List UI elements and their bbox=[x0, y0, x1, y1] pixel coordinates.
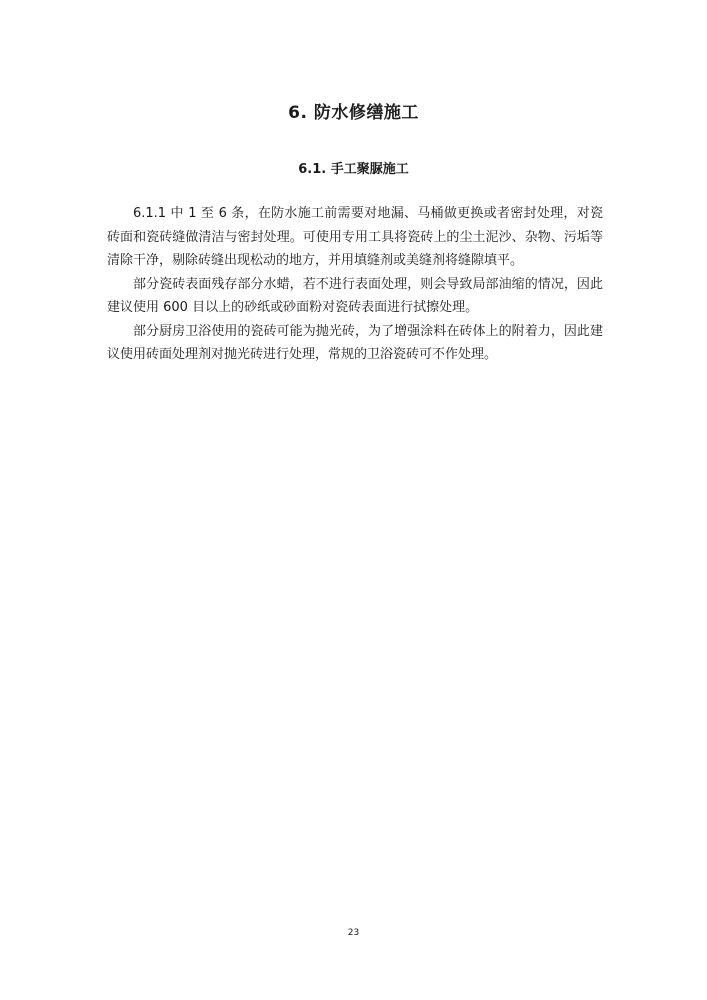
body-text bbox=[107, 202, 603, 367]
chapter-title: 6. 防水修缮施工 bbox=[288, 103, 419, 123]
section-title: 6.1. 手工聚脲施工 bbox=[298, 162, 409, 177]
page-number: 23 bbox=[347, 928, 360, 938]
paragraph: 部分厨房卫浴使用的瓷砖可能为抛光砖，为了增强涂料在砖体上的附着力，因此建议使用砖面处理剂对抛光砖进行处理，常规的卫浴瓷砖可不作处理。 bbox=[107, 323, 603, 362]
paragraph: 6.1.1 中 1 至 6 条，在防水施工前需要对地漏、马桶做更换或者密封处理，对瓷砖面和瓷砖缝做清洁与密封处理。可使用专用工具将瓷砖上的尘土泥沙、杂物、污垢等清除干净，剔除砖缝出现松动的地方，并用填缝剂或美缝剂将缝隙填平。 bbox=[107, 206, 603, 268]
paragraph: 部分瓷砖表面残存部分水蜡，若不进行表面处理，则会导致局部油缩的情况，因此建议使用 600 目以上的砂纸或砂面粉对瓷砖表面进行拭擦处理。 bbox=[107, 276, 603, 315]
